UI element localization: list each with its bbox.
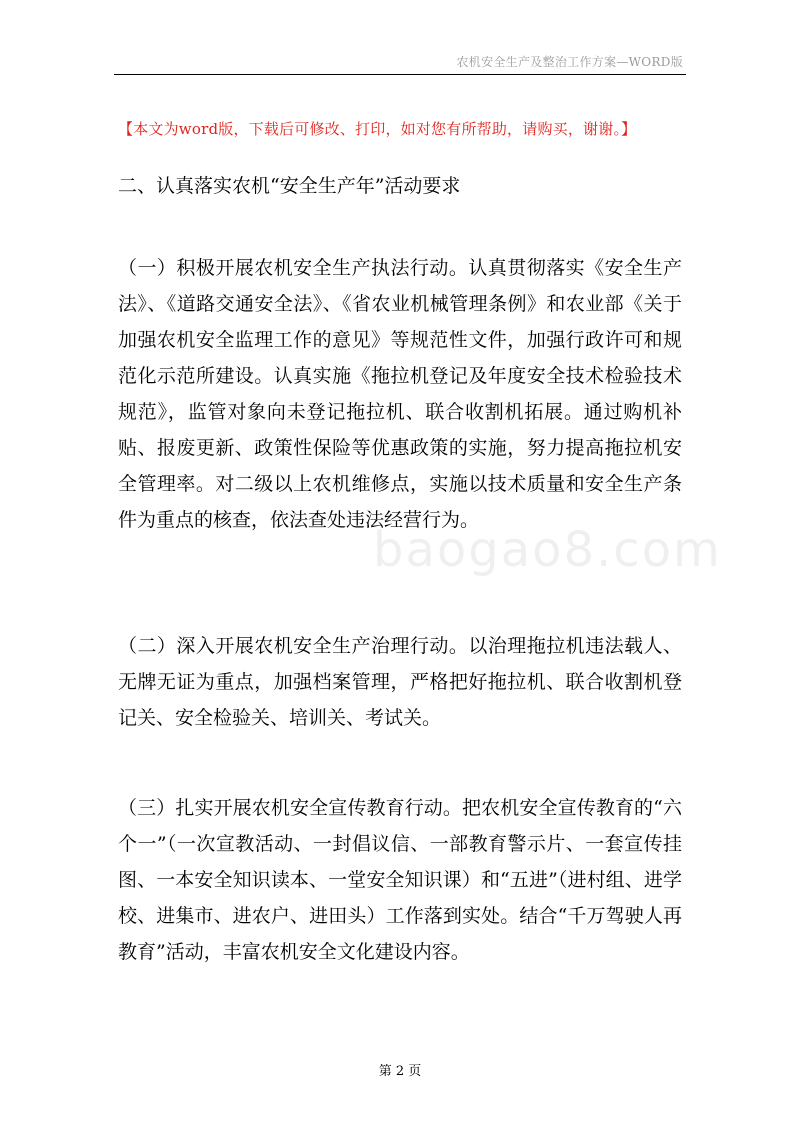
paragraph-3: （三）扎实开展农机安全宣传教育行动。把农机安全宣传教育的“六个一”（一次宣教活动、一封倡议信、一部教育警示片、一套宣传挂图、一本安全知识读本、一堂安全知识课）和“五进”（进村组、进学校、进集市、进农户、进田头）工作落到实处。结合“千万驾驶人再教育”活动，丰富农机安全文化建设内容。 xyxy=(118,797,682,963)
section-heading: 二、认真落实农机“安全生产年”活动要求 xyxy=(118,175,461,197)
paragraph-2: （二）深入开展农机安全生产治理行动。以治理拖拉机违法载人、无牌无证为重点，加强档案管理，严格把好拖拉机、联合收割机登记关、安全检验关、培训关、考试关。 xyxy=(118,635,682,729)
page-number: 第 2 页 xyxy=(378,1064,422,1079)
purchase-notice: 【本文为word版，下载后可修改、打印，如对您有所帮助，请购买，谢谢。】 xyxy=(118,120,637,138)
running-header: 农机安全生产及整治工作方案—WORD版 xyxy=(456,55,683,69)
header-rule xyxy=(114,74,686,75)
paragraph-1: （一）积极开展农机安全生产执法行动。认真贯彻落实《安全生产法》、《道路交通安全法》、《省农业机械管理条例》和农业部《关于加强农机安全监理工作的意见》等规范性文件，加强行政许可和规范化示范所建设。认真实施《拖拉机登记及年度安全技术检验技术规范》，监管对象向未登记拖拉机、联合收割机拓展。通过购机补贴、报废更新、政策性保险等优惠政策的实施，努力提高拖拉机安全管理率。对二级以上农机维修点，实施以技术质量和安全生产条件为重点的核查，依法查处违法经营行为。 xyxy=(118,257,682,531)
watermark: baogao8.com xyxy=(373,522,722,578)
